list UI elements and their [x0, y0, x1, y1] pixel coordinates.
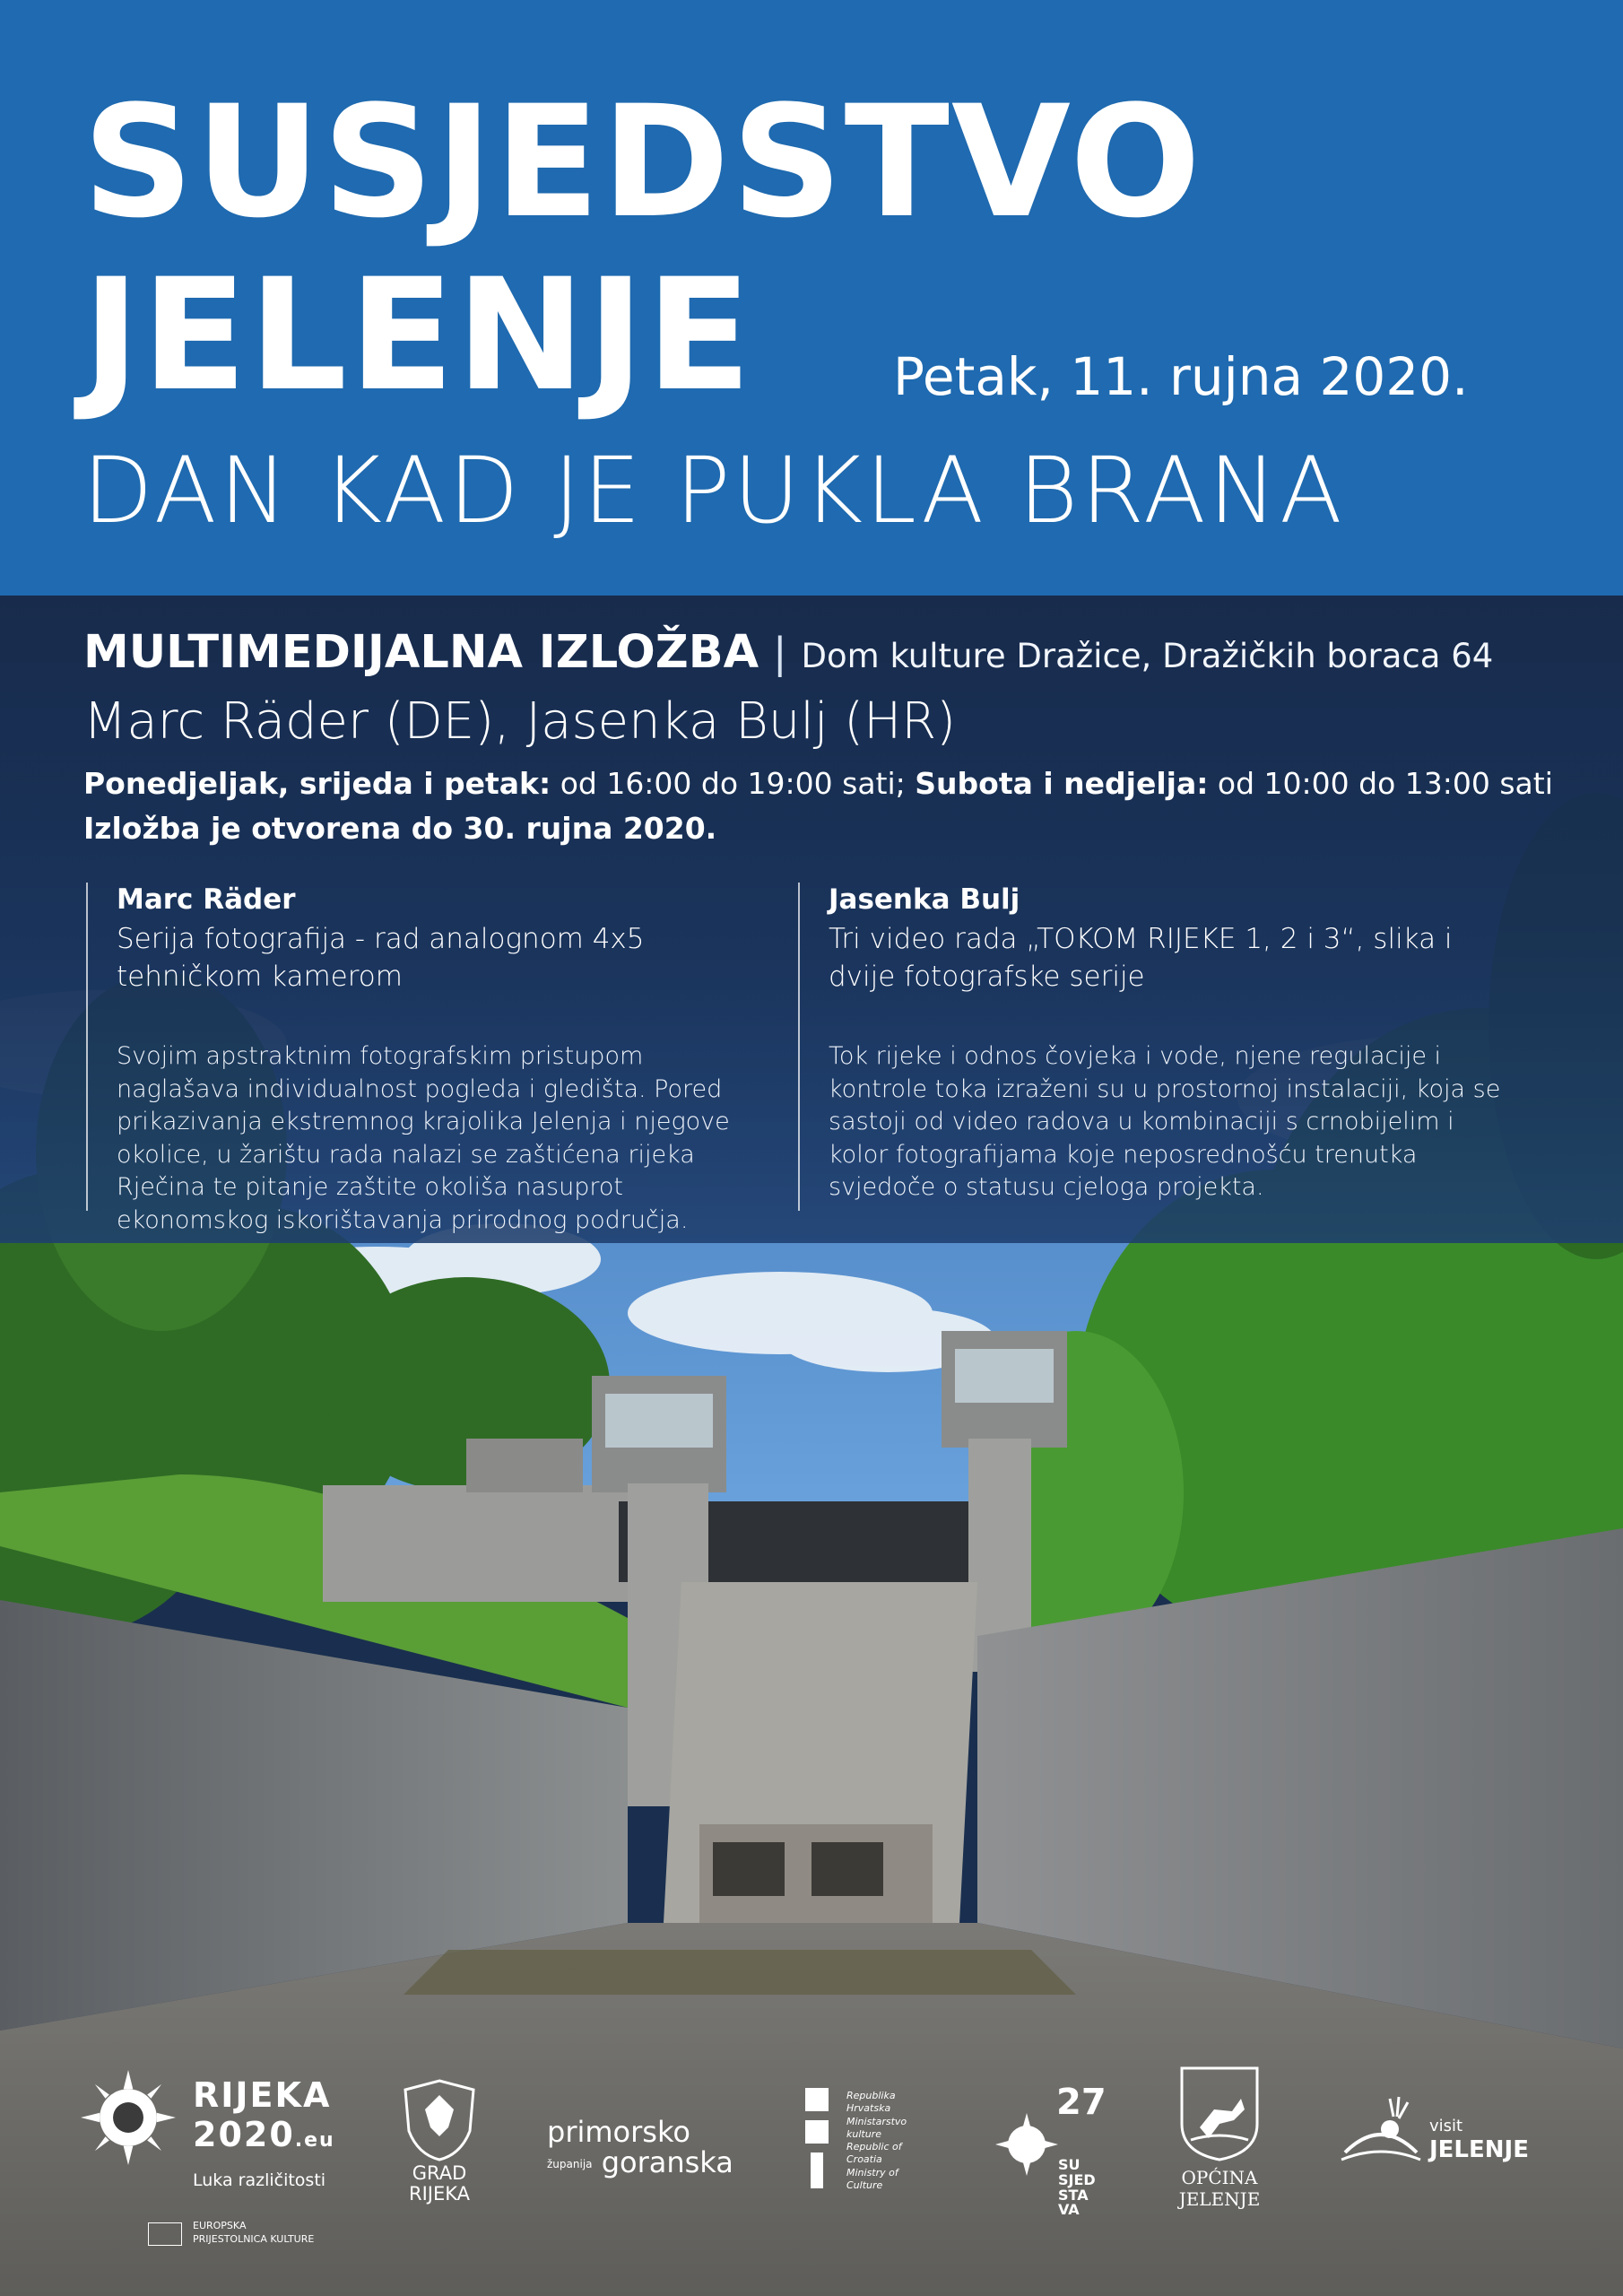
artist-column-rader [86, 883, 744, 1234]
ministry-culture-logo [805, 2088, 913, 2213]
artist-column-bulj [798, 883, 1510, 1211]
opcina-line2: JELENJE [1178, 2188, 1261, 2210]
artist1-description: Svojim apstraktnim fotografskim pristupom naglašava individualnost pogleda i gledišta. Pored prikazivanja ekstremnog krajolika Jelenja i njegove okolice, u žarištu rada nalazi se zaštićena rijeka Rječina te pitanje zaštite okoliša nasuprot ekonomskog iskorištavanja prirodnog područja. [117, 1042, 730, 1234]
sun-icon [81, 2070, 176, 2165]
burst-icon [995, 2113, 1058, 2176]
rijeka-tagline: Luka različitosti [193, 2170, 326, 2190]
exhibition-type: MULTIMEDIJALNA IZLOŽBA [83, 626, 759, 679]
primorsko-goranska-logo [547, 2115, 753, 2196]
hours-weekday-label: Ponedjeljak, srijeda i petak: [83, 766, 551, 801]
opcina-jelenje-logo [1166, 2065, 1273, 2226]
susjedstva-word: SU SJED STA VA [1058, 2156, 1096, 2219]
exhibition-line [83, 626, 1493, 679]
eu-flag-icon [148, 2222, 182, 2246]
sponsor-logos [0, 2034, 1623, 2296]
exhibition-separator: | [773, 629, 787, 677]
rijeka-year: 2020 [193, 2115, 295, 2154]
primorsko-line2: goranska [601, 2145, 733, 2179]
opening-hours [83, 766, 1553, 801]
artist2-description: Tok rijeke i odnos čovjeka i vode, njene regulacije i kontrole toka izraženi su u prostornoj instalaciji, koja se sastoji od video radova u kombinaciji s crnobijelim i kolor fotografijama koje neposrednošću trenutka svjedoče o statusu cjeloga projekta. [829, 1042, 1501, 1202]
rijeka-2020-logo [81, 2070, 350, 2285]
artist1-name: Marc Räder [117, 883, 296, 916]
susjedstva-logo [995, 2082, 1121, 2219]
header-banner [0, 0, 1623, 596]
ministry-mark-icon [805, 2088, 832, 2213]
visit-jelenje-logo [1336, 2090, 1551, 2197]
artist2-name: Jasenka Bulj [829, 883, 1020, 916]
primorsko-prefix: županija [547, 2158, 593, 2170]
grad-line2: RIJEKA [408, 2183, 470, 2205]
open-until: Izložba je otvorena do 30. rujna 2020. [83, 811, 717, 846]
visit-big: JELENJE [1429, 2136, 1529, 2163]
event-date: Petak, 11. rujna 2020. [893, 346, 1469, 407]
grad-line1: GRAD [412, 2162, 467, 2184]
deer-antler-icon [1336, 2090, 1426, 2170]
hours-weekend: od 10:00 do 13:00 sati [1208, 766, 1553, 801]
primorsko-line1: primorsko [547, 2115, 690, 2149]
grad-rijeka-logo [395, 2077, 484, 2203]
artists-line: Marc Räder (DE), Jasenka Bulj (HR) [83, 692, 956, 751]
visit-small: visit [1429, 2117, 1463, 2135]
artist2-work: Tri video rada „TOKOM RIJEKE 1, 2 i 3“, slika i dvije fotografske serije [829, 922, 1453, 993]
ministry-text: Republika Hrvatska Ministarstvo kulture Republic of Croatia Ministry of Culture [846, 2090, 907, 2192]
artist1-work: Serija fotografija - rad analognom 4x5 tehničkom kamerom [117, 922, 645, 993]
exhibition-venue: Dom kulture Dražice, Dražičkih boraca 64 [801, 637, 1494, 675]
hours-weekend-label: Subota i nedjelja: [915, 766, 1209, 801]
opcina-line1: OPĆINA [1181, 2167, 1258, 2188]
title-line-2: JELENJE [82, 245, 754, 425]
rijeka-name: RIJEKA [193, 2075, 332, 2115]
rijeka-domain: .eu [294, 2129, 335, 2152]
hours-weekday: od 16:00 do 19:00 sati; [551, 766, 916, 801]
susjedstva-number: 27 [1056, 2082, 1107, 2123]
title-line-1: SUSJEDSTVO [82, 72, 1203, 252]
eagle-crest-icon [402, 2077, 477, 2163]
subtitle: DAN KAD JE PUKLA BRANA [82, 438, 1345, 544]
rijeka-eu-text: EUROPSKA PRIJESTOLNICA KULTURE [193, 2220, 315, 2246]
deer-crest-icon [1178, 2065, 1261, 2163]
